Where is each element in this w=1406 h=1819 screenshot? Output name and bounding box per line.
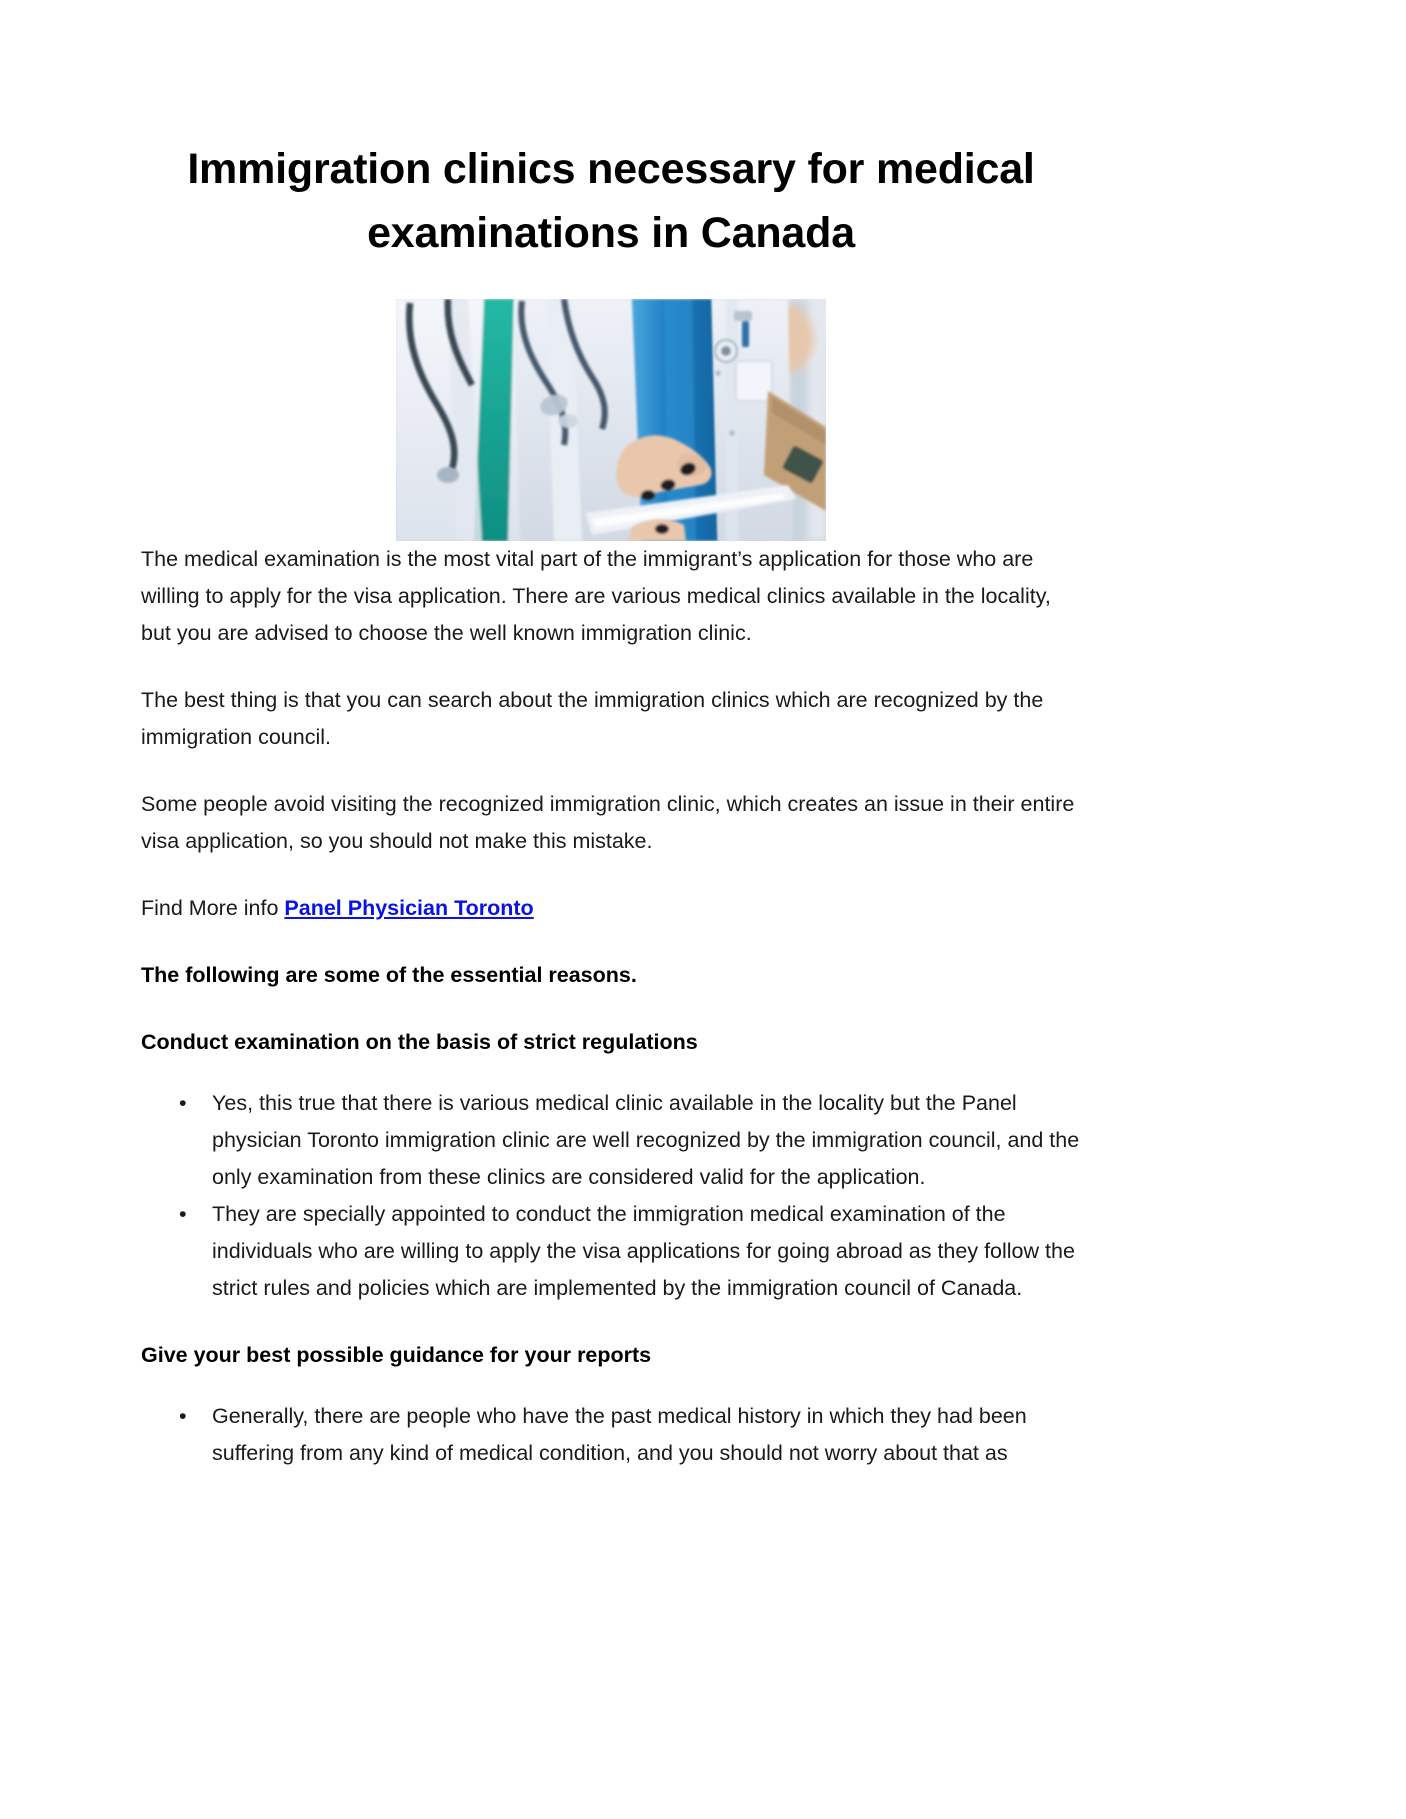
list-item bbox=[141, 1196, 1081, 1307]
list-item-text: Yes, this true that there is various medical clinic available in the locality but the Panel physician Toronto immigration clinic are well recognized by the immigration council, and the only examination from these clinics are considered valid for the application. bbox=[212, 1090, 1080, 1189]
list-item-text: They are specially appointed to conduct the immigration medical examination of the individuals who are willing to apply the visa applications for going abroad as they follow the strict rules and policies which are implemented by the immigration council of Canada. bbox=[212, 1201, 1075, 1300]
find-more-info-line bbox=[141, 860, 1081, 927]
list-item bbox=[141, 1085, 1081, 1196]
intro-heading: The following are some of the essential reasons. bbox=[141, 963, 637, 987]
hero-image-container bbox=[141, 299, 1081, 541]
paragraph-1: The medical examination is the most vital part of the immigrant’s application for those who are willing to apply for the visa application. There are various medical clinics available in the locality, but you are advised to choose the well known immigration clinic. bbox=[141, 547, 1051, 646]
section-heading-give-guidance: Give your best possible guidance for your reports bbox=[141, 1342, 652, 1367]
list-item-text: Generally, there are people who have the past medical history in which they had been suffering from any kind of medical condition, and you should not worry about that as bbox=[212, 1403, 1027, 1465]
bullet-list-give-guidance bbox=[141, 1374, 1081, 1472]
paragraph-2: The best thing is that you can search about the immigration clinics which are recognized by the immigration council. bbox=[141, 688, 1044, 750]
list-item bbox=[141, 1398, 1081, 1472]
bullet-icon: • bbox=[179, 1201, 187, 1226]
section-heading-conduct-examination: Conduct examination on the basis of strict regulations bbox=[141, 1029, 698, 1054]
bullet-icon: • bbox=[179, 1090, 187, 1115]
doctors-with-tablet-photo bbox=[396, 299, 826, 541]
find-more-info-prefix: Find More info bbox=[141, 896, 285, 921]
panel-physician-toronto-link[interactable]: Panel Physician Toronto bbox=[284, 896, 534, 921]
bullet-icon: • bbox=[179, 1403, 187, 1428]
page-title: Immigration clinics necessary for medical examinations in Canada bbox=[187, 145, 1035, 257]
document-content bbox=[141, 0, 1081, 1472]
bullet-list-conduct-examination bbox=[141, 1061, 1081, 1307]
paragraph-3: Some people avoid visiting the recognized immigration clinic, which creates an issue in their entire visa application, so you should not make this mistake. bbox=[141, 792, 1075, 854]
